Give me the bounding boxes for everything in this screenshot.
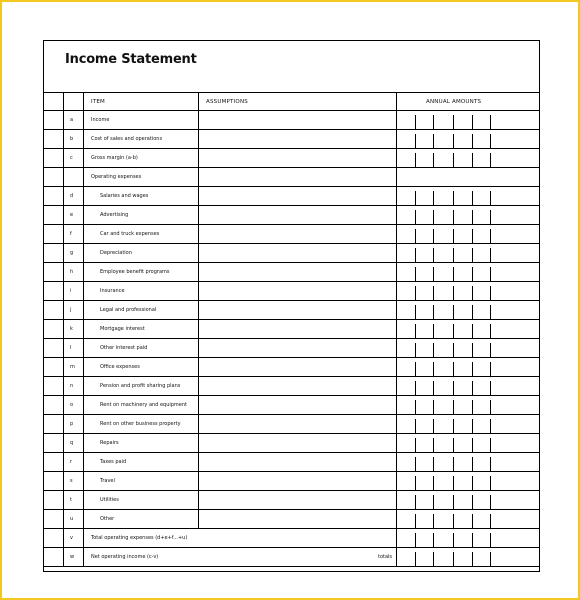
amount-digit-separator: [415, 153, 416, 167]
amount-digit-separator: [490, 457, 491, 471]
amount-digit-separator: [453, 343, 454, 357]
row-rule: [43, 452, 540, 453]
row-rule: [43, 300, 540, 301]
row-code: e: [70, 212, 74, 218]
row-item-label: Other: [100, 516, 115, 522]
amount-digit-separator: [472, 438, 473, 452]
amount-digit-separator: [490, 362, 491, 376]
row-rule: [43, 186, 540, 187]
row-rule: [43, 148, 540, 149]
row-rule: [43, 547, 540, 548]
column-rule: [63, 92, 64, 566]
row-code: j: [70, 307, 72, 313]
amount-digit-separator: [490, 343, 491, 357]
amount-digit-separator: [415, 191, 416, 205]
amount-digit-separator: [453, 115, 454, 129]
amount-digit-separator: [433, 305, 434, 319]
row-code: r: [70, 459, 73, 465]
row-item-label: Rent on other business property: [100, 421, 181, 427]
amount-digit-separator: [433, 229, 434, 243]
amount-digit-separator: [472, 381, 473, 395]
amount-digit-separator: [453, 248, 454, 262]
row-code: l: [70, 345, 72, 351]
amount-digit-separator: [472, 305, 473, 319]
amount-digit-separator: [433, 286, 434, 300]
amount-digit-separator: [490, 533, 491, 547]
amount-digit-separator: [453, 324, 454, 338]
row-item-label: Travel: [100, 478, 115, 484]
amount-digit-separator: [415, 229, 416, 243]
amount-digit-separator: [472, 514, 473, 528]
amount-digit-separator: [433, 381, 434, 395]
amount-digit-separator: [433, 153, 434, 167]
row-item-label: Advertising: [100, 212, 129, 218]
amount-digit-separator: [490, 400, 491, 414]
row-code: q: [70, 440, 74, 446]
row-rule: [43, 319, 540, 320]
income-statement-frame: [43, 40, 540, 572]
amount-digit-separator: [453, 362, 454, 376]
row-item-label: Gross margin (a-b): [91, 155, 138, 161]
amount-digit-separator: [415, 343, 416, 357]
row-item-label: Mortgage interest: [100, 326, 145, 332]
row-code: p: [70, 421, 74, 427]
row-item-label: Cost of sales and operations: [91, 136, 163, 142]
row-item-label: Income: [91, 117, 110, 123]
row-item-label: Total operating expenses (d+e+f...+u): [91, 535, 188, 541]
row-rule: [43, 224, 540, 225]
row-item-label: Office expenses: [100, 364, 140, 370]
amount-digit-separator: [490, 438, 491, 452]
row-rule: [43, 167, 540, 168]
row-code: m: [70, 364, 75, 370]
amount-digit-separator: [453, 457, 454, 471]
amount-digit-separator: [472, 362, 473, 376]
row-rule: [43, 243, 540, 244]
amount-digit-separator: [472, 533, 473, 547]
amount-digit-separator: [490, 191, 491, 205]
amount-digit-separator: [433, 324, 434, 338]
amount-digit-separator: [490, 286, 491, 300]
amount-digit-separator: [433, 438, 434, 452]
row-code: a: [70, 117, 74, 123]
amount-digit-separator: [433, 476, 434, 490]
row-item-label: Rent on machinery and equipment: [100, 402, 188, 408]
row-rule: [43, 509, 540, 510]
amount-digit-separator: [472, 495, 473, 509]
amount-digit-separator: [472, 324, 473, 338]
amount-digit-separator: [415, 134, 416, 148]
amount-digit-separator: [490, 305, 491, 319]
amount-digit-separator: [415, 286, 416, 300]
amount-digit-separator: [490, 476, 491, 490]
row-item-label: Salaries and wages: [100, 193, 149, 199]
row-code: t: [70, 497, 72, 503]
row-rule: [43, 414, 540, 415]
row-code: u: [70, 516, 74, 522]
amount-digit-separator: [453, 210, 454, 224]
amount-digit-separator: [433, 400, 434, 414]
amount-digit-separator: [415, 267, 416, 281]
amount-digit-separator: [433, 495, 434, 509]
amount-digit-separator: [472, 267, 473, 281]
amount-digit-separator: [453, 191, 454, 205]
amount-digit-separator: [490, 153, 491, 167]
column-rule: [396, 92, 397, 566]
row-code: d: [70, 193, 74, 199]
amount-digit-separator: [415, 419, 416, 433]
amount-digit-separator: [490, 419, 491, 433]
row-code: b: [70, 136, 74, 142]
amount-digit-separator: [415, 514, 416, 528]
row-item-label: Depreciation: [100, 250, 132, 256]
row-item-label: Other interest paid: [100, 345, 148, 351]
amount-digit-separator: [433, 419, 434, 433]
row-rule: [43, 490, 540, 491]
amount-digit-separator: [490, 552, 491, 566]
column-rule: [83, 92, 84, 566]
row-item-label: Car and truck expenses: [100, 231, 160, 237]
amount-digit-separator: [415, 115, 416, 129]
row-rule: [43, 92, 540, 93]
amount-digit-separator: [433, 210, 434, 224]
amount-digit-separator: [433, 191, 434, 205]
row-code: v: [70, 535, 73, 541]
header-annual-amounts: ANNUAL AMOUNTS: [426, 99, 482, 105]
amount-digit-separator: [453, 400, 454, 414]
amount-digit-separator: [472, 419, 473, 433]
amount-digit-separator: [490, 229, 491, 243]
amount-digit-separator: [415, 362, 416, 376]
row-item-label: Utilities: [100, 497, 119, 503]
amount-digit-separator: [453, 286, 454, 300]
amount-digit-separator: [415, 495, 416, 509]
amount-digit-separator: [453, 419, 454, 433]
row-item-label: Insurance: [100, 288, 125, 294]
row-item-label: Taxes paid: [100, 459, 127, 465]
row-rule: [43, 528, 540, 529]
row-rule: [43, 433, 540, 434]
amount-digit-separator: [453, 229, 454, 243]
row-code: s: [70, 478, 73, 484]
amount-digit-separator: [433, 248, 434, 262]
amount-digit-separator: [415, 305, 416, 319]
row-item-label: Legal and professional: [100, 307, 157, 313]
amount-digit-separator: [415, 533, 416, 547]
amount-digit-separator: [453, 267, 454, 281]
row-code: n: [70, 383, 74, 389]
row-rule: [43, 566, 540, 567]
amount-digit-separator: [453, 305, 454, 319]
row-item-label: Repairs: [100, 440, 119, 446]
amount-digit-separator: [415, 457, 416, 471]
amount-digit-separator: [415, 248, 416, 262]
row-code: k: [70, 326, 73, 332]
amount-digit-separator: [433, 134, 434, 148]
row-item-label: Employee benefit programs: [100, 269, 170, 275]
row-item-label: Net operating income (c-v): [91, 554, 159, 560]
amount-digit-separator: [472, 286, 473, 300]
row-rule: [43, 338, 540, 339]
amount-digit-separator: [415, 438, 416, 452]
row-item-label: Operating expenses: [91, 174, 142, 180]
amount-digit-separator: [472, 134, 473, 148]
amount-digit-separator: [472, 115, 473, 129]
amount-digit-separator: [472, 552, 473, 566]
amount-digit-separator: [472, 476, 473, 490]
amount-digit-separator: [415, 210, 416, 224]
row-code: o: [70, 402, 74, 408]
amount-digit-separator: [490, 381, 491, 395]
amount-digit-separator: [433, 514, 434, 528]
row-code: g: [70, 250, 74, 256]
amount-digit-separator: [490, 210, 491, 224]
amount-digit-separator: [490, 267, 491, 281]
amount-digit-separator: [453, 476, 454, 490]
row-rule: [43, 376, 540, 377]
row-code: h: [70, 269, 74, 275]
row-rule: [43, 471, 540, 472]
amount-digit-separator: [472, 457, 473, 471]
amount-digit-separator: [433, 115, 434, 129]
row-rule: [43, 205, 540, 206]
header-assumptions: ASSUMPTIONS: [206, 99, 248, 105]
amount-digit-separator: [433, 343, 434, 357]
amount-digit-separator: [453, 514, 454, 528]
header-item: ITEM: [91, 99, 106, 105]
row-rule: [43, 129, 540, 130]
amount-digit-separator: [415, 381, 416, 395]
amount-digit-separator: [490, 495, 491, 509]
amount-digit-separator: [433, 552, 434, 566]
amount-digit-separator: [472, 191, 473, 205]
amount-digit-separator: [415, 324, 416, 338]
column-rule: [198, 92, 199, 528]
amount-digit-separator: [472, 153, 473, 167]
amount-digit-separator: [453, 134, 454, 148]
page-title: Income Statement: [65, 52, 197, 67]
row-item-label: Pension and profit sharing plans: [100, 383, 181, 389]
amount-digit-separator: [433, 533, 434, 547]
amount-digit-separator: [472, 248, 473, 262]
amount-digit-separator: [433, 267, 434, 281]
amount-digit-separator: [453, 495, 454, 509]
amount-digit-separator: [453, 153, 454, 167]
amount-digit-separator: [472, 229, 473, 243]
row-code: c: [70, 155, 73, 161]
amount-digit-separator: [472, 210, 473, 224]
amount-digit-separator: [433, 457, 434, 471]
amount-digit-separator: [490, 134, 491, 148]
amount-digit-separator: [453, 533, 454, 547]
amount-digit-separator: [415, 476, 416, 490]
row-rule: [43, 395, 540, 396]
row-code: w: [70, 554, 75, 560]
row-rule: [43, 357, 540, 358]
amount-digit-separator: [472, 400, 473, 414]
amount-digit-separator: [490, 514, 491, 528]
amount-digit-separator: [433, 362, 434, 376]
amount-digit-separator: [490, 324, 491, 338]
amount-digit-separator: [453, 381, 454, 395]
row-rule: [43, 110, 540, 111]
row-rule: [43, 262, 540, 263]
totals-label: totals: [378, 554, 393, 560]
amount-digit-separator: [490, 248, 491, 262]
amount-digit-separator: [453, 552, 454, 566]
amount-digit-separator: [415, 552, 416, 566]
amount-digit-separator: [415, 400, 416, 414]
row-rule: [43, 281, 540, 282]
row-code: i: [70, 288, 72, 294]
amount-digit-separator: [472, 343, 473, 357]
amount-digit-separator: [490, 115, 491, 129]
amount-digit-separator: [453, 438, 454, 452]
row-code: f: [70, 231, 72, 237]
